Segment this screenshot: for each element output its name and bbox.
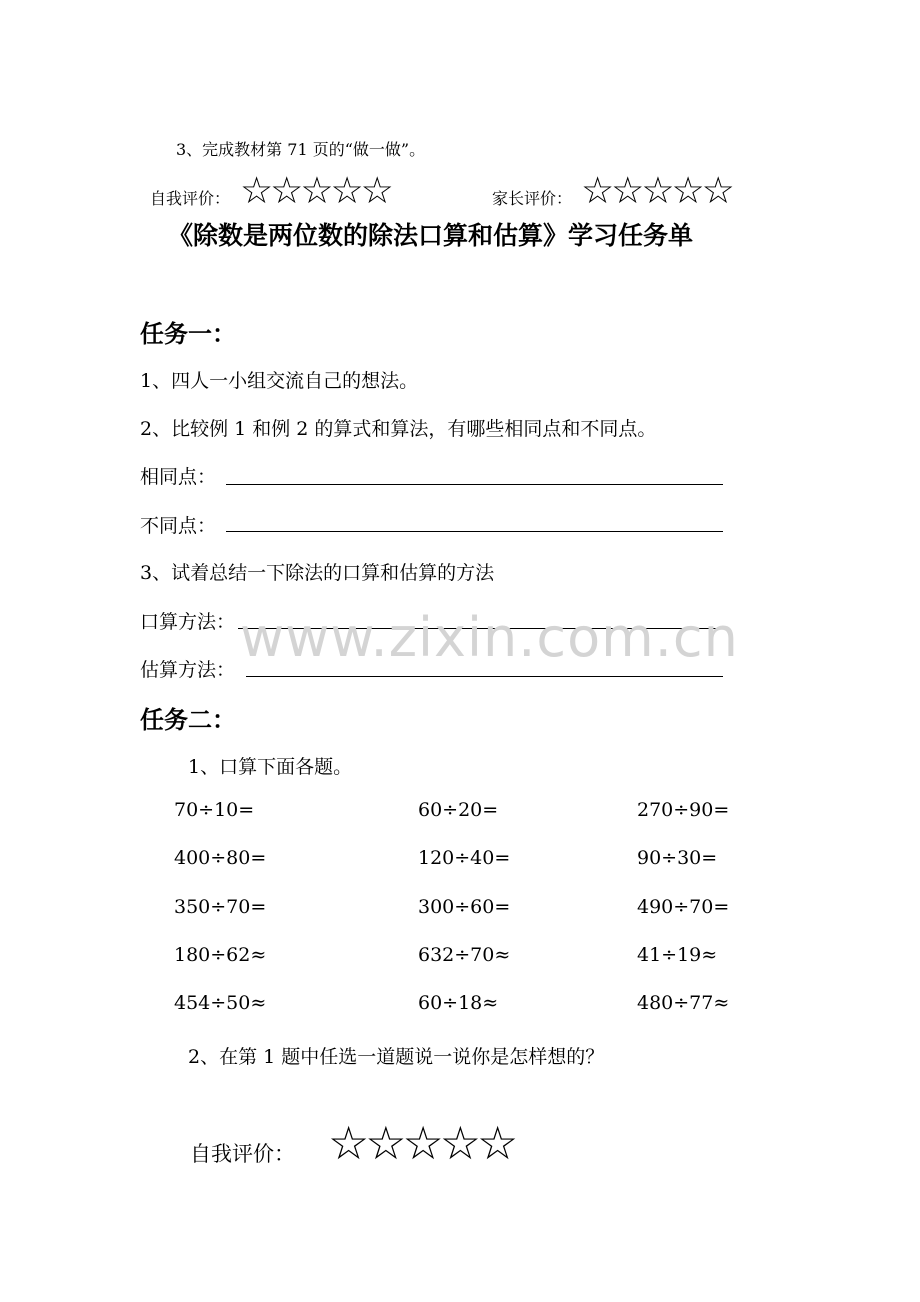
problem-r4-c1: 180÷62≈ (174, 944, 267, 966)
task1-q1: 1、四人一小组交流自己的想法。 (140, 370, 419, 392)
problem-r5-c2: 60÷18≈ (418, 992, 499, 1014)
diff-points-label: 不同点： (140, 515, 217, 537)
problem-r5-c3: 480÷77≈ (637, 992, 730, 1014)
problem-r2-c2: 120÷40= (418, 847, 511, 869)
problem-r1-c1: 70÷10= (174, 799, 255, 821)
bottom-self-eval-label: 自我评价： (190, 1142, 295, 1166)
task1-heading: 任务一： (140, 320, 236, 348)
same-points-label: 相同点： (140, 466, 217, 488)
problem-r5-c1: 454÷50≈ (174, 992, 267, 1014)
page-title: 《除数是两位数的除法口算和估算》学习任务单 (168, 221, 694, 250)
self-eval-stars[interactable]: ☆☆☆☆☆ (240, 169, 391, 212)
task1-q3: 3、试着总结一下除法的口算和估算的方法 (140, 562, 495, 584)
parent-eval-label: 家长评价： (492, 189, 573, 208)
problem-r4-c2: 632÷70≈ (418, 944, 511, 966)
bottom-self-eval-stars[interactable]: ☆☆☆☆☆ (328, 1116, 515, 1170)
parent-eval-stars[interactable]: ☆☆☆☆☆ (581, 169, 732, 212)
task2-q1: 1、口算下面各题。 (188, 756, 353, 778)
self-eval-label: 自我评价： (150, 189, 231, 208)
problem-r1-c2: 60÷20= (418, 799, 499, 821)
problem-r4-c3: 41÷19≈ (637, 944, 718, 966)
problem-r2-c1: 400÷80= (174, 847, 267, 869)
problem-r1-c3: 270÷90= (637, 799, 730, 821)
diff-points-answer-line[interactable] (226, 531, 723, 532)
task2-heading: 任务二： (140, 706, 236, 734)
estimate-method-answer-line[interactable] (246, 676, 723, 677)
mental-method-label: 口算方法： (140, 611, 236, 633)
task1-q2: 2、比较例 1 和例 2 的算式和算法，有哪些相同点和不同点。 (140, 418, 657, 440)
estimate-method-label: 估算方法： (140, 659, 236, 681)
problem-r3-c2: 300÷60= (418, 896, 511, 918)
same-points-answer-line[interactable] (226, 484, 723, 485)
watermark-text: www.zixin.com.cn (240, 606, 739, 669)
problem-r2-c3: 90÷30= (637, 847, 718, 869)
problem-r3-c3: 490÷70= (637, 896, 730, 918)
problem-r3-c1: 350÷70= (174, 896, 267, 918)
item-3-text: 3、完成教材第 71 页的“做一做”。 (176, 140, 426, 159)
task2-q2: 2、在第 1 题中任选一道题说一说你是怎样想的？ (188, 1046, 605, 1068)
